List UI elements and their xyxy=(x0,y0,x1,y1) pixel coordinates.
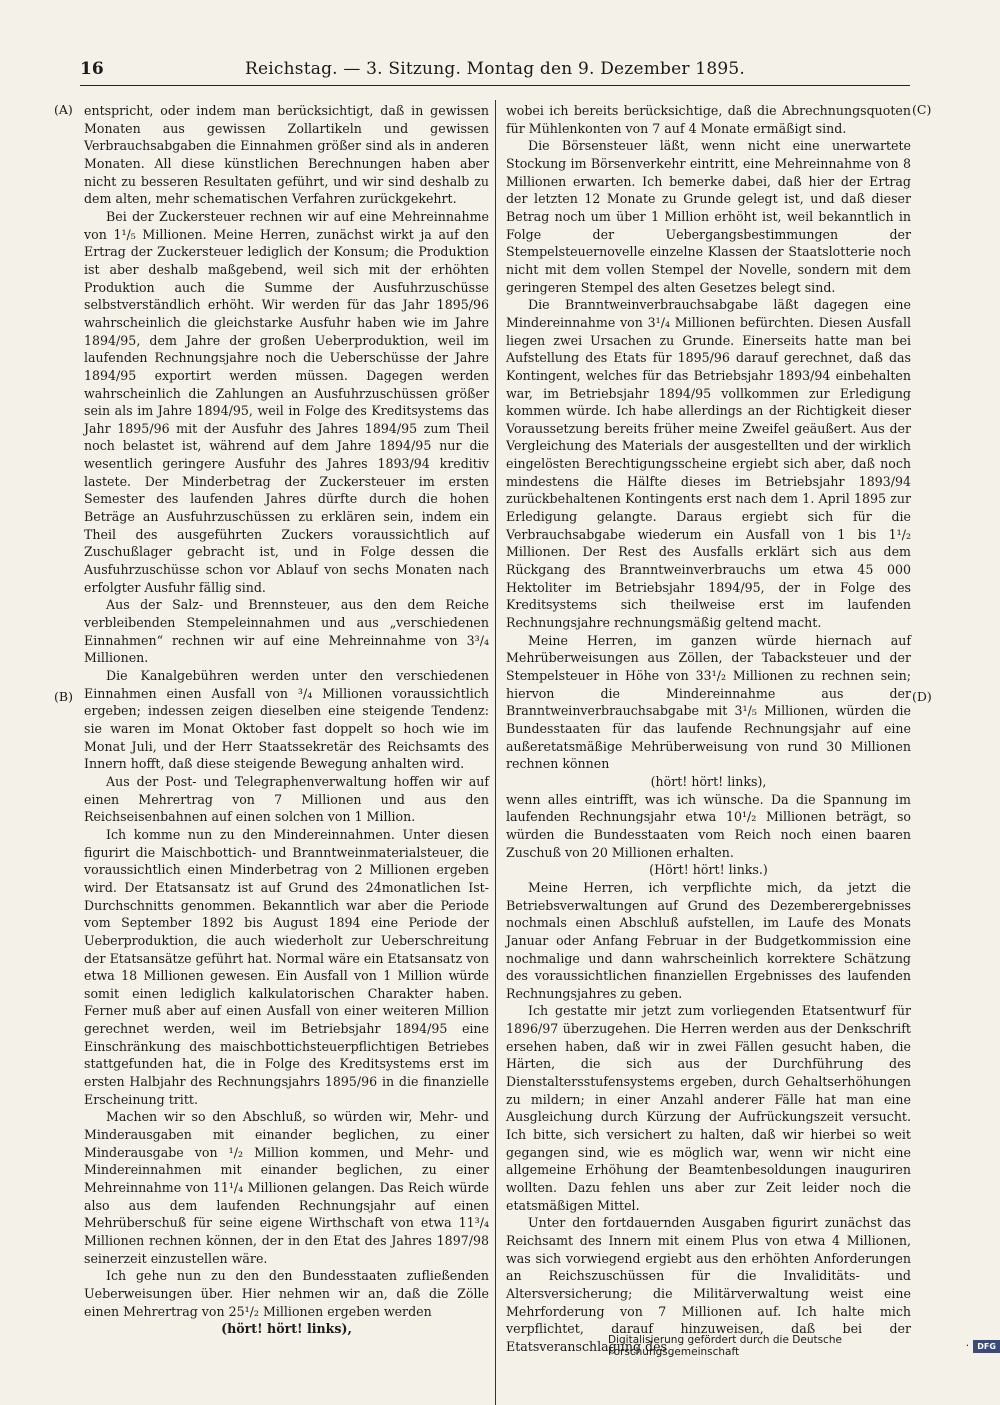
paragraph: Aus der Salz- und Brennsteuer, aus den dem Reiche verbleibenden Stempeleinnahmen und aus „verschiedenen Einnahmen“ rechnen wir auf eine Mehreinnahme von 3³/₄ Millionen. xyxy=(84,597,489,666)
page-header xyxy=(80,56,910,82)
paragraph: Meine Herren, im ganzen würde hiernach auf Mehrüberweisungen aus Zöllen, der Tabacksteuer und der Stempelsteuer in Höhe von 33¹/₂ Millionen zu rechnen sein; hiervon die Mindereinnahme aus der Branntweinverbrauchsabgabe mit 3¹/₅ Millionen, würden die Bundesstaaten für das laufende Rechnungsjahr auf eine außeretatsmäßige Mehrüberweisung von rund 30 Millionen rechnen können xyxy=(506,632,911,772)
paragraph: Unter den fortdauernden Ausgaben figurirt zunächst das Reichsamt des Innern mit einem Plus von etwa 4 Millionen, was sich vorwiegend ergiebt aus den erhöhten Anforderungen an Reichszuschüssen für die Invaliditäts- und Altersversicherung; die Militärverwaltung weist eine Mehrforderung von 7 Millionen auf. Ich halte mich verpflichtet, darauf hinzuweisen, daß bei der Etatsveranschlagung des xyxy=(506,1215,911,1354)
paragraph: (Hört! hört! links.) xyxy=(649,862,768,878)
margin-mark-a: (A) xyxy=(54,102,73,117)
footer-credit: Digitalisierung gefördert durch die Deutsche Forschungsgemeinschaft xyxy=(608,1334,842,1358)
paragraph: wenn alles eintrifft, was ich wünsche. Da die Spannung im laufenden Rechnungsjahr etwa 10¹/₂ Millionen beträgt, so würden die Bundesstaaten vom Reich noch einen baaren Zuschuß von 20 Millionen erhalten. xyxy=(506,791,911,860)
paragraph: wobei ich bereits berücksichtige, daß die Abrechnungsquoten für Mühlenkonten von 7 auf 4 Monate ermäßigt sind. xyxy=(506,103,911,136)
header-rule xyxy=(80,85,910,86)
dfg-logo-icon: DFG xyxy=(973,1340,1000,1353)
paragraph: (hört! hört! links), xyxy=(221,1321,352,1337)
margin-mark-d: (D) xyxy=(912,689,932,704)
footer: Digitalisierung gefördert durch die Deutsche Forschungsgemeinschaft · DFG xyxy=(608,1334,1000,1358)
paragraph: Bei der Zuckersteuer rechnen wir auf eine Mehreinnahme von 1¹/₅ Millionen. Meine Herren, zunächst wirkt ja auf den Ertrag der Zuckersteuer lediglich der Konsum; die Produktion ist aber deshalb maßgebend, weil sich mit der erhöhten Produktion auch die Summe der Ausfuhrzuschüsse selbstverständlich erhöht. Wir werden für das Jahr 1895/96 wahrscheinlich die gleichstarke Ausfuhr haben wie im Jahre 1894/95, dem Jahre der großen Ueberproduktion, weil im laufenden Rechnungsjahre noch die Ueberschüsse der Jahre 1894/95 exportirt werden müssen. Dagegen werden wahrscheinlich die Zahlungen an Ausfuhrzuschüssen größer sein als im Jahre 1894/95, weil in Folge des Kreditsystems das Jahr 1895/96 mit der Ausfuhr des Jahres 1894/95 zum Theil noch belastet ist, während auf dem Jahre 1894/95 nur die wesentlich geringere Ausfuhr des Jahres 1893/94 kreditiv lastete. Der Minderbetrag der Zuckersteuer im ersten Semester des laufenden Jahres dürfte durch die hohen Beträge an Ausfuhrzuschüssen zu erklären sein, indem ein Theil des ausgeführten Zuckers voraussichtlich auf Zuschußlager gebracht ist, und in Folge dessen die Ausfuhrzuschüsse schon vor Ablauf von sechs Monaten nach erfolgter Ausfuhr fällig sind. xyxy=(84,208,489,595)
paragraph: Machen wir so den Abschluß, so würden wir, Mehr- und Minderausgaben mit einander beglichen, zu einer Minderausgabe von ¹/₂ Million kommen, und Mehr- und Mindereinnahmen mit einander beglichen, zu einer Mehreinnahme von 11¹/₄ Millionen gelangen. Das Reich würde also aus dem laufenden Rechnungsjahr auf einen Mehrüberschuß für seine eigene Wirthschaft von etwa 11³/₄ Millionen rechnen können, der in den Etat des Jahres 1897/98 seinerzeit einzustellen wäre. xyxy=(84,1109,489,1266)
page-number: 16 xyxy=(80,59,104,79)
right-column xyxy=(506,102,911,1356)
paragraph: Die Branntweinverbrauchsabgabe läßt dagegen eine Mindereinnahme von 3¹/₄ Millionen befürchten. Diesen Ausfall liegen zwei Ursachen zu Grunde. Einerseits hatte man bei Aufstellung des Etats für 1895/96 darauf gerechnet, daß das Kontingent, welches für das Betriebsjahr 1893/94 einbehalten war, im Betriebsjahr 1894/95 vollkommen zur Erledigung kommen würde. Ich habe allerdings an der Richtigkeit dieser Voraussetzung bereits früher meine Zweifel geäußert. Aus der Vergleichung des Materials der ausgestellten und der wirklich eingelösten Berechtigungsscheine ergiebt sich aber, daß noch mindestens die Hälfte dieses im Betriebsjahr 1893/94 zurückbehaltenen Kontingents erst nach dem 1. April 1895 zur Erledigung gelangte. Daraus ergiebt sich für die Verbrauchsabgabe wiederum ein Ausfall von 1 bis 1¹/₂ Millionen. Der Rest des Ausfalls erklärt sich aus dem Rückgang des Branntweinverbrauchs um etwa 45 000 Hektoliter im Betriebsjahr 1894/95, der in Folge des Kreditsystems sich theilweise erst im laufenden Rechnungsjahre rechnungsmäßig geltend macht. xyxy=(506,297,911,631)
left-column xyxy=(84,102,489,1338)
paragraph: Meine Herren, ich verpflichte mich, da jetzt die Betriebsverwaltungen auf Grund des Dezemberergebnisses nochmals einen Abschluß aufstellen, im Laufe des Monats Januar oder Anfang Februar in der Budgetkommission eine nochmalige und dann wahrscheinlich korrektere Schätzung des voraussichtlichen finanziellen Ergebnisses des laufenden Rechnungsjahres zu geben. xyxy=(506,879,911,1001)
paragraph: Ich komme nun zu den Mindereinnahmen. Unter diesen figurirt die Maischbottich- und Branntweinmaterialsteuer, die voraussichtlich einen Minderbetrag von 2 Millionen ergeben wird. Der Etatsansatz ist auf Grund des 24monatlichen Ist-Durchschnitts genommen. Bekanntlich war aber die Periode vom September 1892 bis August 1894 eine Periode der Ueberproduktion, die auch wiederholt zur Ueberschreitung der Etatsansätze geführt hat. Normal wäre ein Etatsansatz von etwa 18 Millionen gewesen. Ein Ausfall von 1 Million würde somit einen lediglich kalkulatorischen Charakter haben. Ferner muß aber auf einen Ausfall von einer weiteren Million gerechnet werden, weil im Betriebsjahr 1894/95 eine Einschränkung des maischbottichsteuerpflichtigen Betriebes stattgefunden hat, die in Folge des Kreditsystems erst im ersten Halbjahr des Rechnungsjahrs 1895/96 in die finanzielle Erscheinung tritt. xyxy=(84,826,489,1107)
paragraph: Die Börsensteuer läßt, wenn nicht eine unerwartete Stockung im Börsenverkehr eintritt, eine Mehreinnahme von 8 Millionen erwarten. Ich bemerke dabei, daß hier der Ertrag der letzten 12 Monate zu Grunde gelegt ist, und daß dieser Betrag noch um über 1 Million erhöht ist, weil bekanntlich in Folge der Uebergangsbestimmungen der Stempelsteuernovelle einzelne Klassen der Staatslotterie noch nicht mit dem vollen Stempel der Novelle, sondern mit dem geringeren Stempel des alten Gesetzes belegt sind. xyxy=(506,138,911,295)
column-divider xyxy=(495,100,496,1405)
paragraph: Ich gestatte mir jetzt zum vorliegenden Etatsentwurf für 1896/97 überzugehen. Die Herren werden aus der Denkschrift ersehen haben, daß wir in zwei Fällen gesucht haben, die Härten, die sich aus der Durchführung des Dienstaltersstufensystems ergeben, durch Gehaltserhöhungen zu mildern; in einer Anzahl anderer Fälle hat man eine Ausgleichung durch Kürzung der Aufrückungszeit versucht. Ich bitte, sich versichert zu halten, daß wir hierbei so weit gegangen sind, wie es möglich war, wenn wir nicht eine allgemeine Erhöhung der Beamtenbesoldungen inauguriren wollten. Dazu fehlen uns aber zur Zeit leider noch die etatsmäßigen Mittel. xyxy=(506,1003,911,1213)
margin-mark-b: (B) xyxy=(54,689,73,704)
margin-mark-c: (C) xyxy=(912,102,932,117)
paragraph: Die Kanalgebühren werden unter den verschiedenen Einnahmen einen Ausfall von ³/₄ Millionen voraussichtlich ergeben; indessen zeigen dieselben eine steigende Tendenz: sie waren im Monat Oktober fast doppelt so hoch wie im Monat Juli, und der Herr Staatssekretär des Reichsamts des Innern hofft, daß diese steigende Bewegung anhalten wird. xyxy=(84,668,489,772)
paragraph: entspricht, oder indem man berücksichtigt, daß in gewissen Monaten aus gewissen Zollartikeln und gewissen Verbrauchsabgaben die Einnahmen größer sind als in anderen Monaten. All diese künstlichen Berechnungen haben aber nicht zu besseren Resultaten geführt, und wir sind deshalb zu dem alten, mehr schematischen Verfahren zurückgekehrt. xyxy=(84,103,489,207)
running-head: Reichstag. — 3. Sitzung. Montag den 9. Dezember 1895. xyxy=(245,59,745,79)
paragraph: Aus der Post- und Telegraphenverwaltung hoffen wir auf einen Mehrertrag von 7 Millionen und aus den Reichseisenbahnen auf einen solchen von 1 Million. xyxy=(84,773,489,825)
paragraph: (hört! hört! links), xyxy=(650,773,767,789)
paragraph: Ich gehe nun zu den den Bundesstaaten zufließenden Ueberweisungen über. Hier nehmen wir an, daß die Zölle einen Mehrertrag von 25¹/₂ Millionen ergeben werden xyxy=(84,1268,489,1319)
